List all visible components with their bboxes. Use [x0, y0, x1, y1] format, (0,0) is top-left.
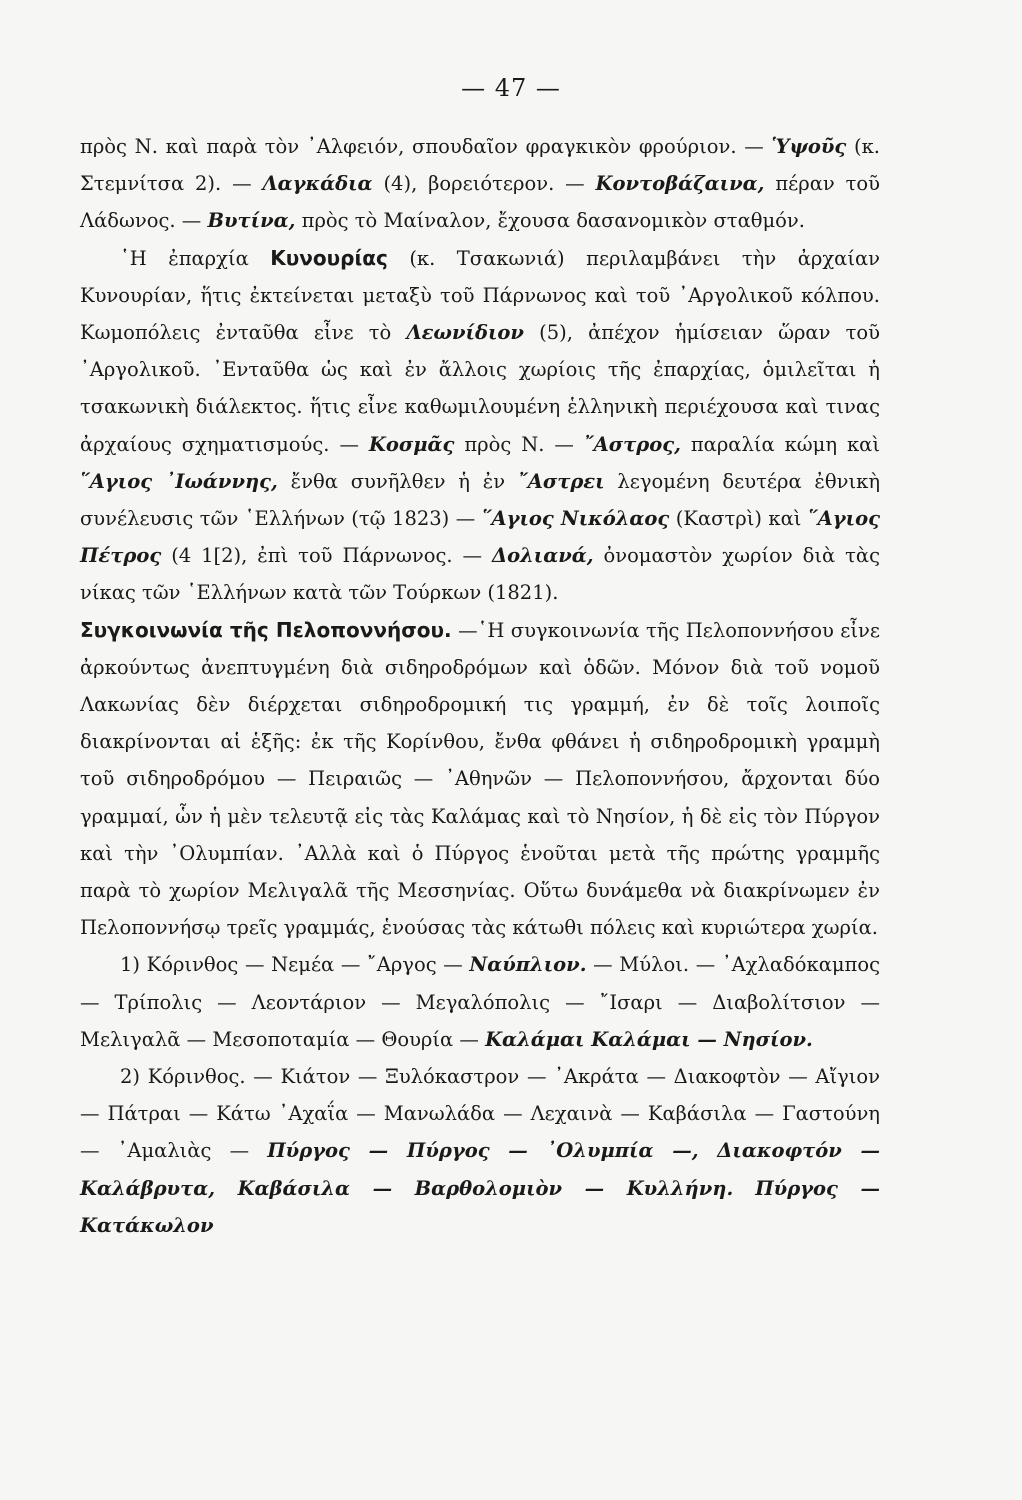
place-name: Λαγκάδια	[262, 172, 373, 196]
text-run: 1) Κόρινθος — Νεμέα — ῎Αργος —	[120, 953, 463, 977]
text-run: —῾Η συγκοινωνία τῆς Πελοποννήσου εἶνε ἀρκούντως ἀνεπτυγμένη διὰ σιδηροδρόμων καὶ ὁδῶν. Μόνον διὰ τοῦ νομοῦ Λακωνίας δὲν διέρχεται σιδηροδρομική τις γραμμή, ἐν δὲ τοῖς λοιποῖς διακρίνονται αἱ ἑξῆς: ἐκ τῆς Κορίνθου, ἔνθα φθάνει ἡ σιδηροδρομικὴ γραμμὴ τοῦ σιδηροδρόμου — Πειραιῶς — ᾿Αθηνῶν — Πελοποννήσου, ἄρχονται δύο γραμμαί, ὧν ἡ μὲν τελευτᾷ εἰς τὰς Καλάμας καὶ τὸ Νησίον, ἡ δὲ εἰς τὸν Πύργον καὶ τὴν ᾿Ολυμπίαν. ᾿Αλλὰ καὶ ὁ Πύργος ἑνοῦται μετὰ τῆς πρώτης γραμμῆς παρὰ τὸ χωρίον Μελιγαλᾶ τῆς Μεσσηνίας. Οὕτω δυνάμεθα νὰ διακρίνωμεν ἐν Πελοποννήσῳ τρεῖς γραμμάς, ἑνούσας τὰς κάτωθι πόλεις καὶ κυριώτερα χωρία.	[80, 618, 880, 940]
place-name: Ναύπλιον.	[469, 953, 587, 977]
text-run: (4 1[2), ἐπὶ τοῦ Πάρνωνος. —	[171, 544, 483, 568]
text-run: πρὸς τὸ Μαίναλον, ἔχουσα δασανομικὸν σταθμόν.	[301, 209, 805, 233]
place-name: Πύργος — Κατάκωλον	[80, 1176, 880, 1237]
place-name: Πύργος — Πύργος — ᾿Ολυμπία —, Διακοφτόν — Καλάβρυτα, Καβάσιλα — Βαρθολομιὸν — Κυλλήνη.	[80, 1139, 880, 1200]
place-name: ῞Αγιος ᾿Ιωάννης,	[80, 469, 278, 493]
section-heading: Συγκοινωνία τῆς Πελοποννήσου.	[80, 617, 452, 642]
province-heading: Κυνουρίας	[270, 245, 388, 270]
text-run: (κ. Τσακωνιά) περιλαμβάνει τὴν ἀρχαίαν Κυνουρίαν, ἥτις ἐκτείνεται μεταξὺ τοῦ Πάρνωνος καὶ τοῦ ᾿Αργολικοῦ κόλπου. Κωμοπόλεις ἐνταῦθα εἶνε τὸ	[80, 246, 880, 345]
text-run: λεγομένη δευτέρα ἐθνικὴ συνέλευσις τῶν ῾Ελλήνων (τῷ 1823) —	[80, 469, 881, 531]
paragraph-arcadia-villages	[80, 128, 880, 240]
page-number: — 47 —	[461, 74, 561, 102]
text-run: ἔνθα συνῆλθεν ἡ ἐν	[290, 469, 506, 493]
text-run: πρὸς Ν. —	[464, 432, 574, 456]
place-name: ῎Αστρει	[517, 469, 605, 493]
place-name: ῎Αστρος,	[583, 432, 681, 456]
place-name: Βυτίνα,	[207, 209, 296, 233]
place-name: Καλάμαι Καλάμαι — Νησίον.	[485, 1027, 813, 1051]
body-text	[80, 128, 880, 1244]
text-run: — Μύλοι. — ᾿Αχλαδόκαμπος — Τρίπολις — Λεοντάριον — Μεγαλόπολις — ῎Ισαρι — Διαβολίτσιον — Μελιγαλᾶ — Μεσοποταμία — Θουρία —	[80, 953, 881, 1051]
place-name: ῞Αγιος Νικόλαος	[481, 507, 670, 531]
paragraph-kynouria	[80, 240, 880, 612]
place-name: Ὑψοῦς	[771, 135, 847, 158]
text-run: πέραν τοῦ Λάδωνος. —	[80, 172, 880, 233]
place-name: ῞Αγιος Πέτρος	[80, 507, 880, 568]
text-run: (Καστρὶ) καὶ	[675, 507, 802, 531]
text-run: παραλία κώμη καὶ	[690, 432, 880, 456]
text-run: 2) Κόρινθος. — Κιάτον — Ξυλόκαστρον — ᾿Ακράτα — Διακοφτὸν — Αἴγιον — Πάτραι — Κάτω ᾿Αχαΐα — Μανωλάδα — Λεχαινὰ — Καβάσιλα — Γαστούνη — ᾿Αμαλιὰς —	[80, 1065, 880, 1163]
text-run: (5), ἀπέχον ἡμίσειαν ὥραν τοῦ ᾿Αργολικοῦ. ᾿Ενταῦθα ὡς καὶ ἐν ἄλλοις χωρίοις τῆς ἐπαρχίας, ὁμιλεῖται ἡ τσακωνικὴ διάλεκτος. ἥτις εἶνε καθωμιλουμένη ἑλληνικὴ περιέχουσα καὶ τινας ἀρχαίους σχηματισμούς. —	[80, 321, 881, 456]
text-run: ὀνομαστὸν χωρίον διὰ τὰς νίκας τῶν ῾Ελλήνων κατὰ τῶν Τούρκων (1821).	[80, 544, 880, 605]
railway-line-2	[80, 1058, 880, 1244]
text-run: (κ. Στεμνίτσα 2). —	[80, 135, 881, 196]
text-run: (4), βορειότερον. —	[383, 172, 585, 196]
place-name: Δολιανά,	[491, 544, 594, 568]
place-name: Κοσμᾶς	[368, 432, 455, 456]
paragraph-communication	[80, 612, 880, 947]
place-name: Κοντοβάζαινα,	[595, 172, 765, 196]
place-name: Λεωνίδιον	[406, 321, 524, 345]
railway-line-1	[80, 946, 880, 1058]
text-run: ῾Η ἐπαρχία	[120, 246, 249, 270]
text-run: πρὸς Ν. καὶ παρὰ τὸν ᾿Αλφειόν, σπουδαῖον φραγκικὸν φρούριον. —	[80, 135, 764, 158]
